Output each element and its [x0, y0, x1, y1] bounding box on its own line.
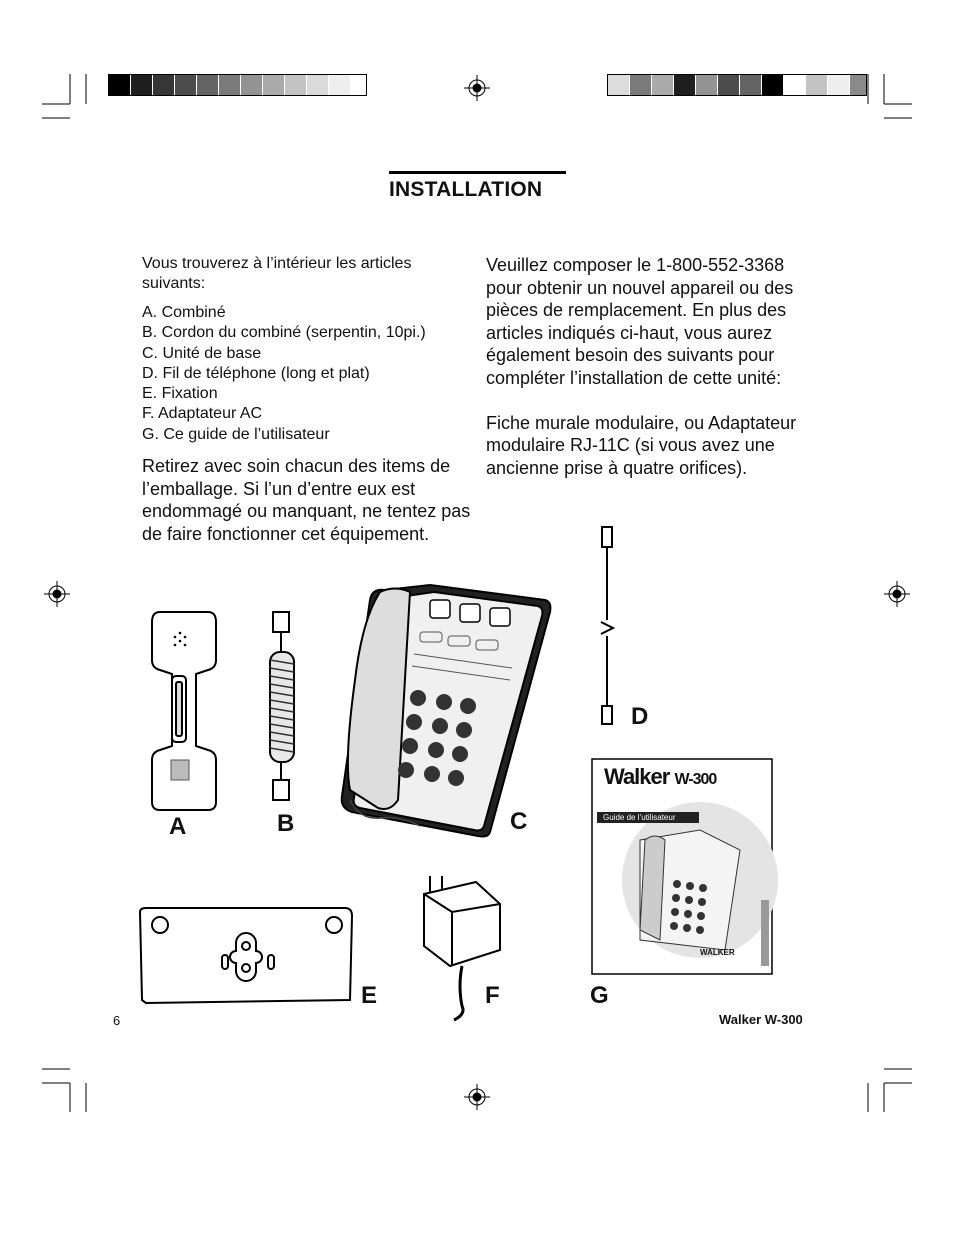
- figure-label-b: B: [277, 810, 295, 837]
- phone-line-illustration: [601, 527, 613, 724]
- figure-label-d: D: [631, 703, 649, 730]
- list-item: G. Ce guide de l’utilisateur: [142, 425, 330, 443]
- guide-model: W-300: [674, 771, 717, 788]
- intro-text: Vous trouverez à l’intérieur les articles suivants:: [142, 255, 412, 292]
- list-item: A. Combiné: [142, 304, 226, 321]
- guide-cover-illustration: [592, 759, 778, 974]
- coiled-cord-illustration: [270, 612, 294, 800]
- figure-label-g: G: [590, 982, 609, 1009]
- contact-text: Veuillez composer le 1-800-552-3368 pour obtenir un nouvel appareil ou des pièces de remplacement. En plus des articles indiqués ci-haut, vous aurez également besoin des suivants pour compléter l’installation de cette unité:: [486, 255, 794, 388]
- figure-label-a: A: [169, 813, 187, 840]
- figure-label-c: C: [510, 808, 528, 835]
- guide-subtitle: Guide de l’utilisateur: [603, 813, 676, 822]
- list-item: C. Unité de base: [142, 344, 262, 362]
- list-item: D. Fil de téléphone (long et plat): [142, 364, 370, 382]
- unpack-paragraph: Retirez avec soin chacun des items de l’emballage. Si l’un d’entre eux est endommagé ou manquant, ne tentez pas de faire fonctionner cet équipement.: [142, 456, 471, 544]
- footer-model: Walker W-300: [719, 1012, 803, 1027]
- figure-label-f: F: [485, 982, 500, 1009]
- mount-bracket-illustration: [140, 908, 352, 1003]
- requirements-text: Fiche murale modulaire, ou Adaptateur modulaire RJ-11C (si vous avez une ancienne prise à quatre orifices).: [486, 412, 797, 478]
- figure-label-e: E: [361, 982, 378, 1009]
- list-item: B. Cordon du combiné (serpentin, 10pi.): [142, 324, 426, 342]
- list-item: E. Fixation: [142, 385, 218, 403]
- guide-brand-name: Walker: [604, 764, 670, 789]
- handset-illustration: [152, 612, 216, 810]
- page-number: 6: [113, 1013, 121, 1028]
- list-item: F. Adaptateur AC: [142, 405, 263, 423]
- page-title: INSTALLATION: [389, 178, 543, 201]
- base-unit-illustration: [342, 585, 551, 837]
- guide-logo: WALKER: [700, 948, 735, 957]
- guide-brand: [604, 764, 716, 790]
